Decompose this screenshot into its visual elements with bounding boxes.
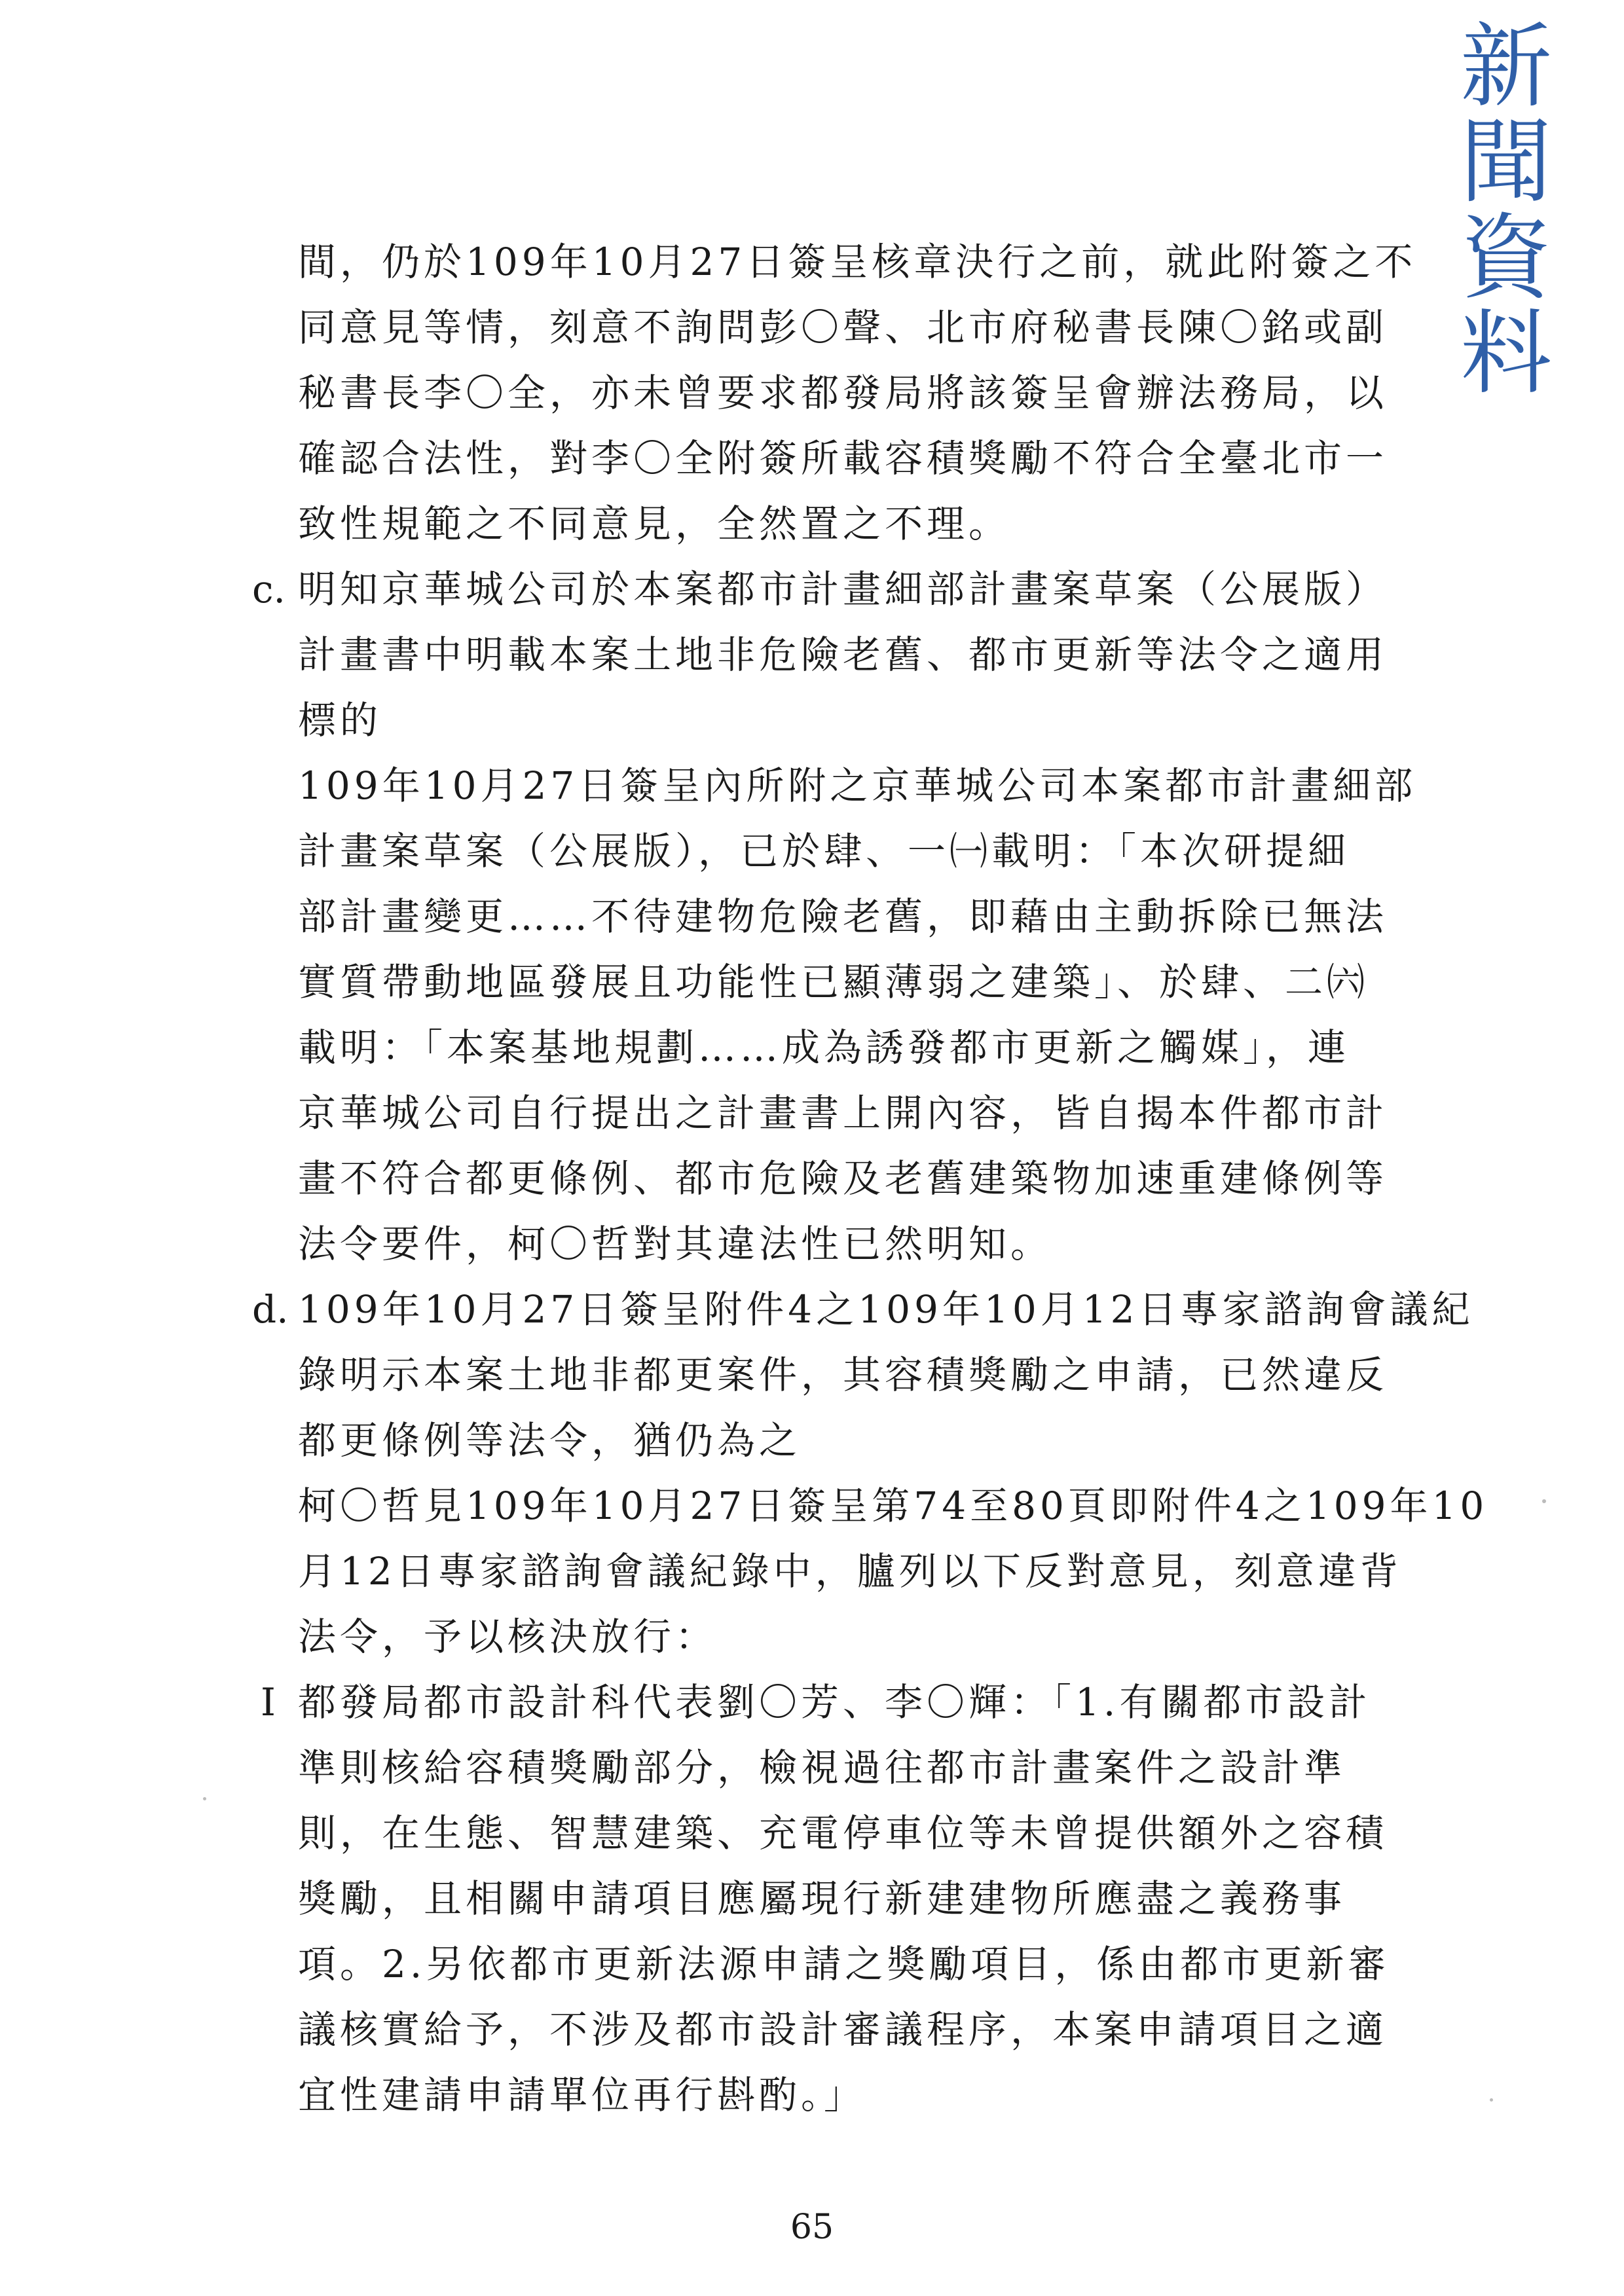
text-line: 則，在生態、智慧建築、充電停車位等未曾提供額外之容積 <box>298 1811 1388 1855</box>
text-line: 109年10月27日簽呈附件4之109年10月12日專家諮詢會議紀 <box>298 1287 1474 1332</box>
text-line: 計畫案草案（公展版），已於肆、一㈠載明：「本次研提細 <box>298 829 1350 873</box>
text-line: 柯〇哲見109年10月27日簽呈第74至80頁即附件4之109年10 <box>298 1484 1488 1528</box>
page-number: 65 <box>790 2208 834 2247</box>
text-line: 實質帶動地區發展且功能性已顯薄弱之建築」、於肆、二㈥ <box>298 960 1369 1004</box>
stamp-char: 資 <box>1460 205 1552 312</box>
item-marker-i: I <box>261 1680 276 1724</box>
text-line: 京華城公司自行提出之計畫書上開內容，皆自揭本件都市計 <box>298 1091 1388 1135</box>
text-line: 間，仍於109年10月27日簽呈核章決行之前，就此附簽之不 <box>298 240 1417 284</box>
scan-speck <box>1542 1499 1546 1503</box>
text-line: 獎勵，且相關申請項目應屬現行新建建物所應盡之義務事 <box>298 1876 1346 1921</box>
news-material-stamp <box>1444 14 1568 407</box>
stamp-char: 料 <box>1460 301 1552 407</box>
text-line: 準則核給容積獎勵部分，檢視過往都市計畫案件之設計準 <box>298 1745 1346 1790</box>
text-line: 確認合法性，對李〇全附簽所載容積獎勵不符合全臺北市一 <box>298 436 1388 481</box>
text-line: 計畫書中明載本案土地非危險老舊、都市更新等法令之適用 <box>298 632 1388 677</box>
text-line: 畫不符合都更條例、都市危險及老舊建築物加速重建條例等 <box>298 1156 1388 1201</box>
text-line: 法令，予以核決放行： <box>298 1614 718 1659</box>
stamp-char: 聞 <box>1460 109 1552 216</box>
stamp-char: 新 <box>1460 14 1552 120</box>
text-line: 秘書長李〇全，亦未曾要求都發局將該簽呈會辦法務局，以 <box>298 371 1388 415</box>
text-line: 都更條例等法令，猶仍為之 <box>298 1418 802 1463</box>
text-line: 宜性建請申請單位再行斟酌。」 <box>298 2073 866 2117</box>
text-line: 明知京華城公司於本案都市計畫細部計畫案草案（公展版） <box>298 567 1388 611</box>
text-line: 錄明示本案土地非都更案件，其容積獎勵之申請，已然違反 <box>298 1353 1388 1397</box>
text-line: 致性規範之不同意見，全然置之不理。 <box>298 501 1011 546</box>
text-line: 都發局都市設計科代表劉〇芳、李〇輝：「1.有關都市設計 <box>298 1680 1371 1724</box>
text-line: 項。2.另依都市更新法源申請之獎勵項目，係由都市更新審 <box>298 1942 1390 1986</box>
text-line: 部計畫變更……不待建物危險老舊，即藉由主動拆除已無法 <box>298 894 1388 939</box>
text-line: 標的 <box>298 698 382 742</box>
text-line: 法令要件，柯〇哲對其違法性已然明知。 <box>298 1222 1053 1266</box>
item-marker-d: d. <box>252 1287 289 1332</box>
text-line: 月12日專家諮詢會議紀錄中，臚列以下反對意見，刻意違背 <box>298 1549 1402 1594</box>
scan-speck <box>203 1797 206 1800</box>
text-line: 載明：「本案基地規劃……成為誘發都市更新之觸媒」，連 <box>298 1025 1350 1070</box>
scan-speck <box>1490 2098 1493 2102</box>
text-line: 109年10月27日簽呈內所附之京華城公司本案都市計畫細部 <box>298 763 1417 808</box>
text-line: 同意見等情，刻意不詢問彭〇聲、北市府秘書長陳〇銘或副 <box>298 305 1388 350</box>
item-marker-c: c. <box>252 567 286 611</box>
text-line: 議核實給予，不涉及都市設計審議程序，本案申請項目之適 <box>298 2007 1388 2052</box>
